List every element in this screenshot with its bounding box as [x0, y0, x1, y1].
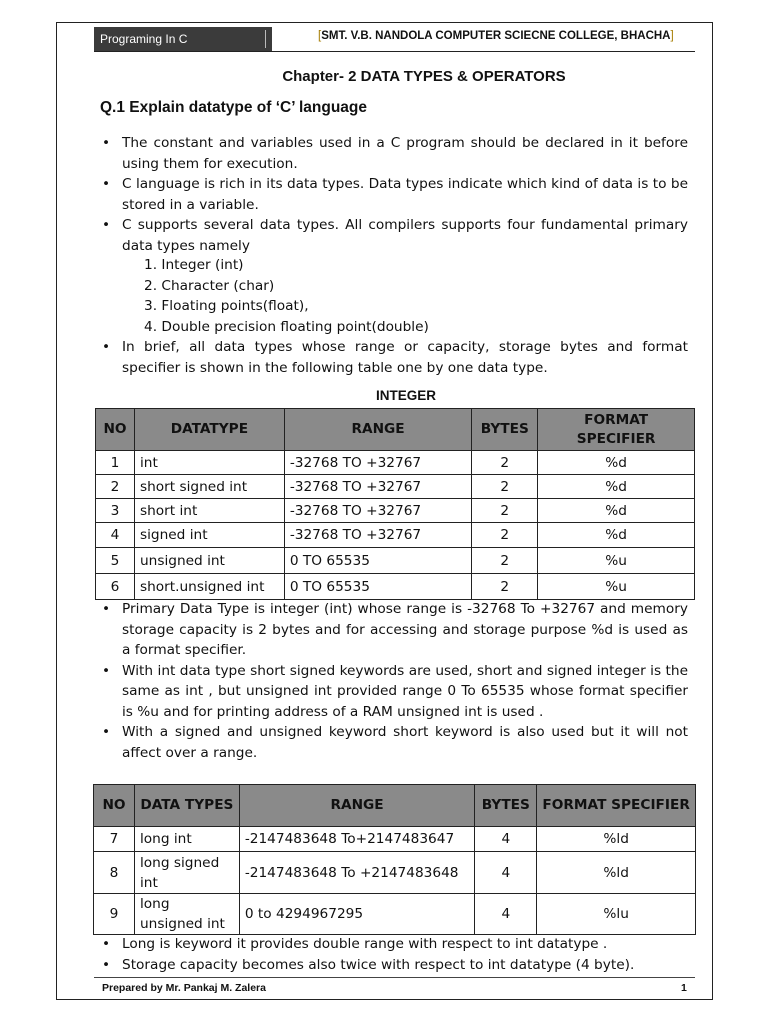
list-item: • Primary Data Type is integer (int) whose range is -32768 To +32767 and memory storage capacity is 2 bytes and for accessing and storage purpose %d is used as a format specifier.	[100, 599, 688, 661]
list-item: • With int data type short signed keywords are used, short and signed integer is the same as int , but unsigned int provided range 0 To 65535 whose format specifier is %u and for printing address of a RAM unsigned int is used .	[100, 661, 688, 723]
table-cell: 2	[472, 451, 538, 475]
table-cell: -32768 TO +32767	[284, 523, 471, 548]
table-cell: 0 to 4294967295	[239, 894, 474, 935]
table-cell: short int	[134, 499, 284, 523]
table-cell: 4	[475, 827, 537, 852]
footer-divider	[94, 977, 695, 978]
table-cell: 2	[472, 523, 538, 548]
table-cell: %ld	[537, 827, 696, 852]
column-header: NO	[94, 785, 135, 827]
table-cell: %u	[538, 548, 695, 574]
list-item: • Long is keyword it provides double range with respect to int datatype .	[100, 934, 688, 955]
table-cell: 6	[96, 574, 135, 600]
integer-notes-list	[100, 599, 688, 763]
table-cell: %d	[538, 475, 695, 499]
integer-section-title: INTEGER	[375, 388, 436, 403]
table-cell: 2	[472, 574, 538, 600]
table-cell: long signed int	[134, 852, 239, 894]
table-cell: 5	[96, 548, 135, 574]
column-header: FORMAT SPECIFIER	[537, 785, 696, 827]
primary-types-list	[144, 255, 429, 337]
table-row	[94, 827, 696, 852]
header-divider	[94, 51, 695, 52]
list-item: • C language is rich in its data types. Data types indicate which kind of data is to be stored in a variable.	[100, 174, 688, 215]
table-header-row	[94, 785, 696, 827]
intro-bullet-list	[100, 133, 688, 256]
table-cell: 4	[96, 523, 135, 548]
table-cell: int	[134, 451, 284, 475]
table-cell: 0 TO 65535	[284, 548, 471, 574]
table-cell: %d	[538, 523, 695, 548]
table-cell: 0 TO 65535	[284, 574, 471, 600]
long-int-table	[93, 784, 696, 935]
table-cell: 2	[472, 499, 538, 523]
list-item: 1. Integer (int)	[144, 257, 244, 273]
table-cell: -32768 TO +32767	[284, 499, 471, 523]
table-row	[96, 574, 695, 600]
column-header: RANGE	[239, 785, 474, 827]
question-heading: Q.1 Explain datatype of ‘C’ language	[100, 99, 368, 116]
table-cell: 8	[94, 852, 135, 894]
table-cell: -2147483648 To+2147483647	[239, 827, 474, 852]
table-cell: 7	[94, 827, 135, 852]
column-header: BYTES	[472, 409, 538, 451]
list-item: 3. Floating points(float),	[144, 298, 309, 314]
table-row	[96, 451, 695, 475]
page-number: 1	[681, 982, 687, 994]
table-cell: long int	[134, 827, 239, 852]
list-item: • With a signed and unsigned keyword short keyword is also used but it will not affect over a range.	[100, 722, 688, 763]
integer-table	[95, 408, 695, 600]
table-cell: -32768 TO +32767	[284, 475, 471, 499]
table-cell: unsigned int	[134, 548, 284, 574]
table-cell: 3	[96, 499, 135, 523]
long-notes-list	[100, 934, 688, 975]
table-row	[96, 548, 695, 574]
list-item: 2. Character (char)	[144, 277, 275, 294]
header-college-name: [SMT. V.B. NANDOLA COMPUTER SCIECNE COLLEGE, BHACHA]	[318, 30, 674, 42]
footer-author: Prepared by Mr. Pankaj M. Zalera	[102, 982, 266, 994]
table-cell: 4	[475, 894, 537, 935]
table-cell: 2	[96, 475, 135, 499]
table-cell: 2	[472, 548, 538, 574]
table-row	[94, 894, 696, 935]
table-cell: short.unsigned int	[134, 574, 284, 600]
table-cell: %d	[538, 451, 695, 475]
table-cell: %d	[538, 499, 695, 523]
table-cell: signed int	[134, 523, 284, 548]
column-header: BYTES	[475, 785, 537, 827]
list-item: • In brief, all data types whose range or capacity, storage bytes and format specifier is shown in the following table one by one data type.	[100, 337, 688, 378]
brief-bullet-list	[100, 337, 688, 378]
table-cell: 4	[475, 852, 537, 894]
column-header: FORMAT SPECIFIER	[538, 409, 695, 451]
table-row	[96, 475, 695, 499]
table-row	[96, 499, 695, 523]
column-header: DATA TYPES	[134, 785, 239, 827]
table-row	[94, 852, 696, 894]
table-cell: long unsigned int	[134, 894, 239, 935]
table-row	[96, 523, 695, 548]
list-item: • C supports several data types. All compilers supports four fundamental primary data types namely	[100, 215, 688, 256]
list-item: • The constant and variables used in a C program should be declared in it before using them for execution.	[100, 133, 688, 174]
column-header: NO	[96, 409, 135, 451]
column-header: DATATYPE	[134, 409, 284, 451]
chapter-title: Chapter- 2 DATA TYPES & OPERATORS	[282, 68, 566, 85]
table-header-row	[96, 409, 695, 451]
table-cell: 2	[472, 475, 538, 499]
table-cell: %ld	[537, 852, 696, 894]
header-course-label: Programing In C	[94, 27, 272, 51]
list-item: • Storage capacity becomes also twice with respect to int datatype (4 byte).	[100, 955, 688, 976]
table-cell: 1	[96, 451, 135, 475]
table-cell: -32768 TO +32767	[284, 451, 471, 475]
table-cell: %lu	[537, 894, 696, 935]
column-header: RANGE	[284, 409, 471, 451]
table-cell: short signed int	[134, 475, 284, 499]
list-item: 4. Double precision floating point(double)	[144, 318, 429, 335]
table-cell: %u	[538, 574, 695, 600]
table-cell: 9	[94, 894, 135, 935]
table-cell: -2147483648 To +2147483648	[239, 852, 474, 894]
